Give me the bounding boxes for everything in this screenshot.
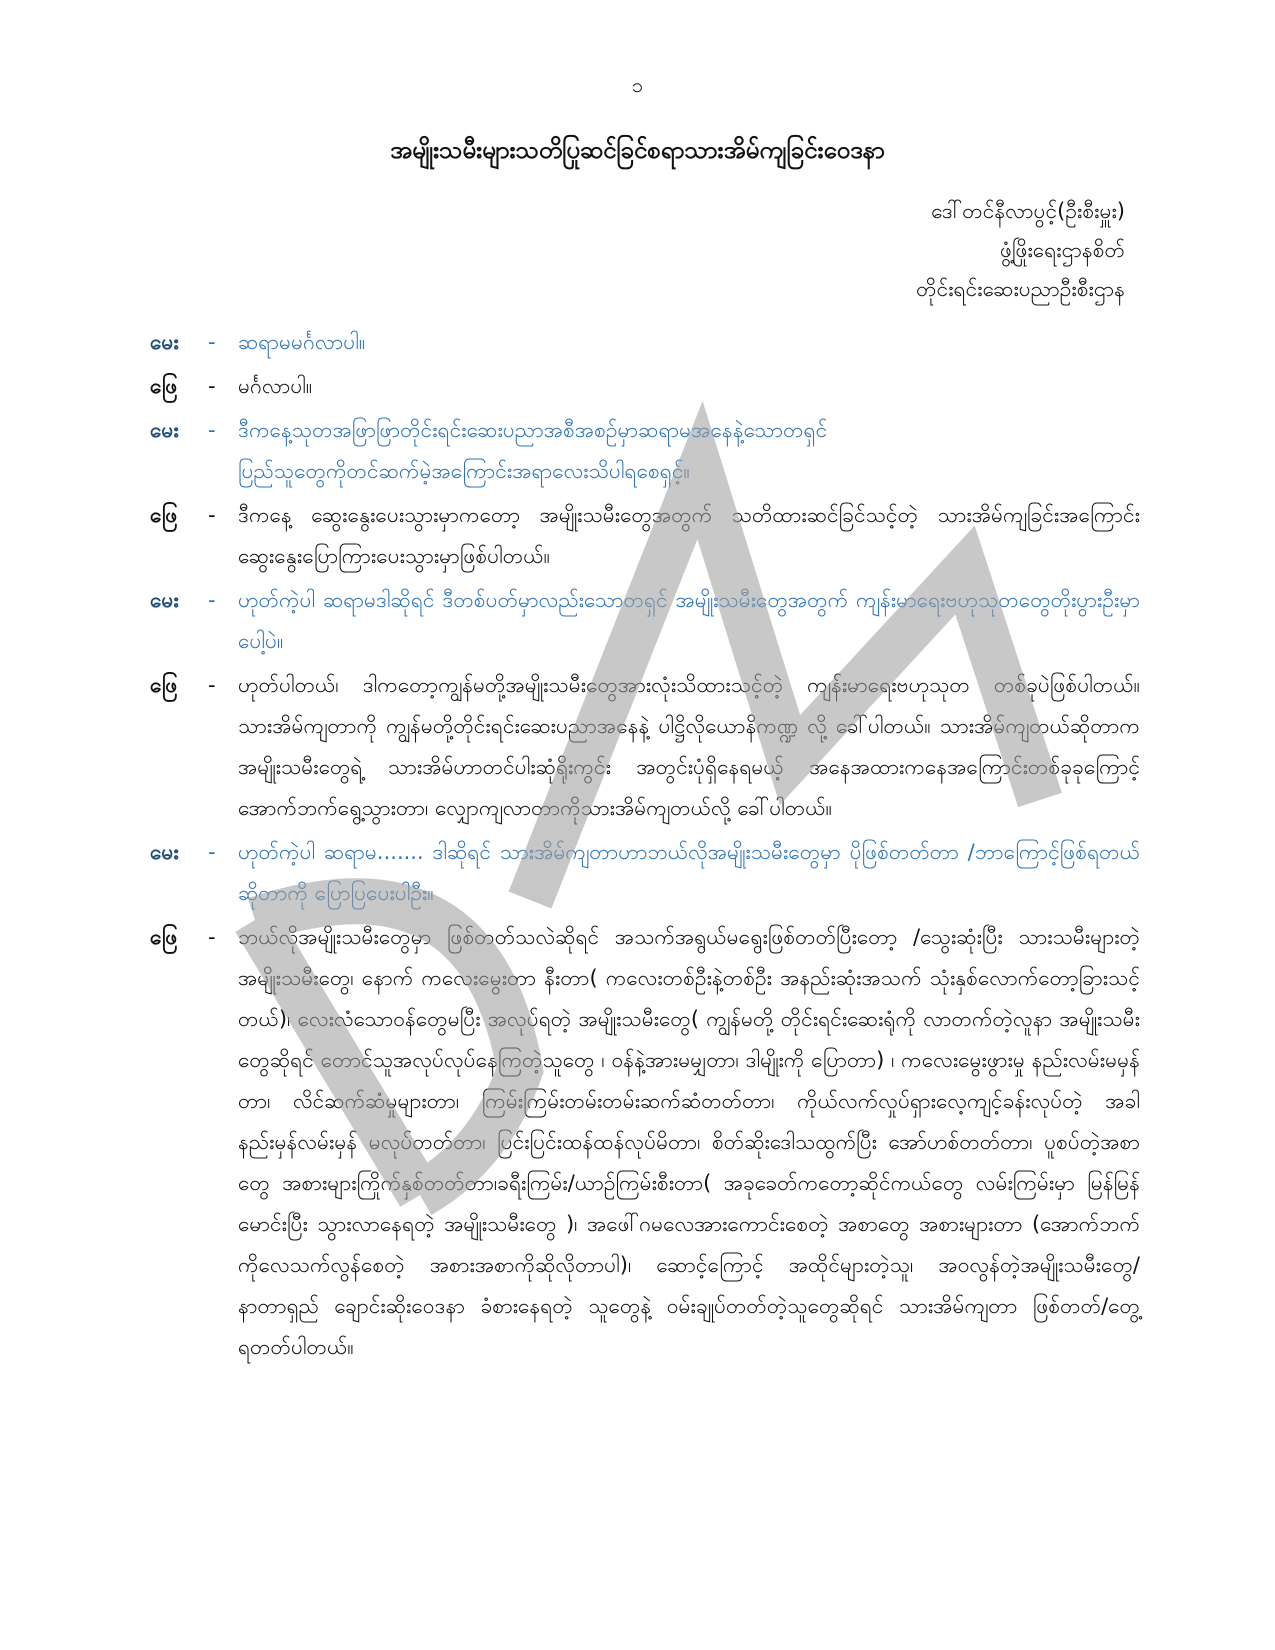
qa-separator: - (208, 374, 216, 398)
qa-question (150, 410, 1140, 492)
qa-separator: - (208, 418, 216, 442)
qa-text: ဆရာမမင်္ဂလာပါ။ (238, 330, 366, 354)
qa-speaker-label: ဖြေ (150, 673, 178, 697)
author-name: ဒေါ်တင်နီလာပွင့်(ဦးစီးမှူး) (931, 199, 1125, 223)
qa-separator: - (208, 588, 216, 612)
page-title: အမျိုးသမီးများသတိပြုဆင်ခြင်စရာသားအိမ်ကျခြင်းဝေဒနာ (390, 136, 885, 164)
page-number: ၁ (631, 73, 644, 97)
qa-text: ဒီကနေ့ ဆွေးနွေးပေးသွားမှာကတော့ အမျိုးသမီးတွေအတွက် သတိထားဆင်ခြင်သင့်တဲ့ သားအိမ်ကျခြင်းအကြောင်းဆွေးနွေးပြောကြားပေးသွားမှာဖြစ်ပါတယ်။ (238, 503, 1140, 568)
author-office: တိုင်းရင်းဆေးပညာဦးစီးဌာန (916, 277, 1125, 301)
qa-separator: - (208, 330, 216, 354)
qa-speaker-label: မေး (150, 330, 179, 354)
qa-speaker-label: မေး (150, 418, 179, 442)
qa-question (150, 322, 1140, 363)
qa-answer (150, 495, 1140, 577)
qa-question (150, 580, 1140, 662)
qa-separator: - (208, 925, 216, 949)
qa-speaker-label: မေး (150, 840, 179, 864)
interview-qa-list (150, 322, 1140, 1371)
qa-text: မင်္ဂလာပါ။ (238, 374, 313, 398)
author-block (425, 192, 1125, 309)
qa-answer (150, 366, 1140, 407)
qa-speaker-label: ဖြေ (150, 925, 178, 949)
qa-speaker-label: မေး (150, 588, 179, 612)
qa-text: ဘယ်လိုအမျိုးသမီးတွေမှာ ဖြစ်တတ်သလဲဆိုရင် အသက်အရွယ်မရွေးဖြစ်တတ်ပြီးတော့ /သွေးဆုံးပြီး သားသမီးများတဲ့ အမျိုးသမီးတွေ၊ နောက် ကလေးမွေးတာ နီးတာ( ကလေးတစ်ဦးနဲ့တစ်ဦး အနည်းဆုံးအသက် သုံးနှစ်လောက်တော့ခြားသင့်တယ်)၊ လေးလံသောဝန်တွေမပြီး အလုပ်ရတဲ့ အမျိုးသမီးတွေ( ကျွန်မတို့ တိုင်းရင်းဆေးရုံကို လာတက်တဲ့လူနာ အမျိုးသမီးတွေဆိုရင် တောင်သူအလုပ်လုပ်နေကြတဲ့သူတွေ ၊ ဝန်နဲ့အားမမျှတာ၊ ဒါမျိုးကို ပြောတာ) ၊ ကလေးမွေးဖွားမှု နည်းလမ်းမမှန်တာ၊ လိင်ဆက်ဆံမှုများတာ၊ ကြမ်းကြမ်းတမ်းတမ်းဆက်ဆံတတ်တာ၊ ကိုယ်လက်လှုပ်ရှားလေ့ကျင့်ခန်းလုပ်တဲ့ အခါ နည်းမှန်လမ်းမှန် မလုပ်တတ်တာ၊ ပြင်းပြင်းထန်ထန်လုပ်မိတာ၊ စိတ်ဆိုးဒေါသထွက်ပြီး အော်ဟစ်တတ်တာ၊ ပူစပ်တဲ့အစာတွေ အစားများကြိုက်နှစ်တတ်တာ၊ခရီးကြမ်း/ယာဉ်ကြမ်းစီးတာ( အခုခေတ်ကတော့ဆိုင်ကယ်တွေ လမ်းကြမ်းမှာ မြန်မြန်မောင်းပြီး သွားလာနေရတဲ့ အမျိုးသမီးတွေ )၊ အဖေါ်ဂမလေအားကောင်းစေတဲ့ အစာတွေ အစားများတာ (အောက်ဘက်ကိုလေသက်လွန်စေတဲ့ အစားအစာကိုဆိုလိုတာပါ)၊ ဆောင့်ကြောင့် အထိုင်များတဲ့သူ၊ အဝလွန်တဲ့အမျိုးသမီးတွေ/ နာတာရှည် ချောင်းဆိုးဝေဒနာ ခံစားနေရတဲ့ သူတွေနဲ့ ဝမ်းချုပ်တတ်တဲ့သူတွေဆိုရင် သားအိမ်ကျတာ ဖြစ်တတ်/တွေ့ရတတ်ပါတယ်။ (238, 925, 1140, 1359)
qa-answer (150, 665, 1140, 829)
qa-text: ဟုတ်ကဲ့ပါ ဆရာမ....... ဒါဆိုရင် သားအိမ်ကျတာဟာဘယ်လိုအမျိုးသမီးတွေမှာ ပိုဖြစ်တတ်တာ /ဘာကြောင့်ဖြစ်ရတယ်ဆိုတာကို ပြောပြပေးပါဦး။ (238, 840, 1140, 905)
qa-text: ဒီကနေ့သုတအဖြာဖြာတိုင်းရင်းဆေးပညာအစီအစဉ်မှာဆရာမအနေနဲ့သောတရှင် ပြည်သူတွေကိုတင်ဆက်မဲ့အကြောင်းအရာလေးသိပါရစေရှင့်။ (238, 418, 828, 483)
qa-answer (150, 917, 1140, 1368)
qa-separator: - (208, 840, 216, 864)
author-department: ဖွံ့ဖြိုးရေးဌာနစိတ် (999, 238, 1125, 262)
qa-speaker-label: ဖြေ (150, 503, 178, 527)
qa-separator: - (208, 503, 216, 527)
qa-separator: - (208, 673, 216, 697)
qa-question (150, 832, 1140, 914)
qa-text: ဟုတ်ပါတယ်၊ ဒါကတော့ကျွန်မတို့အမျိုးသမီးတွေအားလုံးသိထားသင့်တဲ့ ကျန်းမာရေးဗဟုသုတ တစ်ခုပဲဖြစ်ပါတယ်။သားအိမ်ကျတာကို ကျွန်မတို့တိုင်းရင်းဆေးပညာအနေနဲ့ ပါဋ္ဌိလိုယောနိကဏ္ဍ လို့ ခေါ်ပါတယ်။ သားအိမ်ကျတယ်ဆိုတာကအမျိုးသမီးတွေရဲ့ သားအိမ်ဟာတင်ပါးဆုံရိုးကွင်း အတွင်းပုံရှိနေရမယ့် အနေအထားကနေအကြောင်းတစ်ခုခုကြောင့် အောက်ဘက်ရွေ့သွားတာ၊ လျှောကျလာတာကိုသားအိမ်ကျတယ်လို့ ခေါ်ပါတယ်။ (238, 673, 1140, 820)
qa-speaker-label: ဖြေ (150, 374, 178, 398)
qa-text: ဟုတ်ကဲ့ပါ ဆရာမဒါဆိုရင် ဒီတစ်ပတ်မှာလည်းသောတရှင် အမျိုးသမီးတွေအတွက် ကျန်းမာရေးဗဟုသုတတွေတိုးပွားဦးမှာပေါ့ပဲ။ (238, 588, 1140, 653)
